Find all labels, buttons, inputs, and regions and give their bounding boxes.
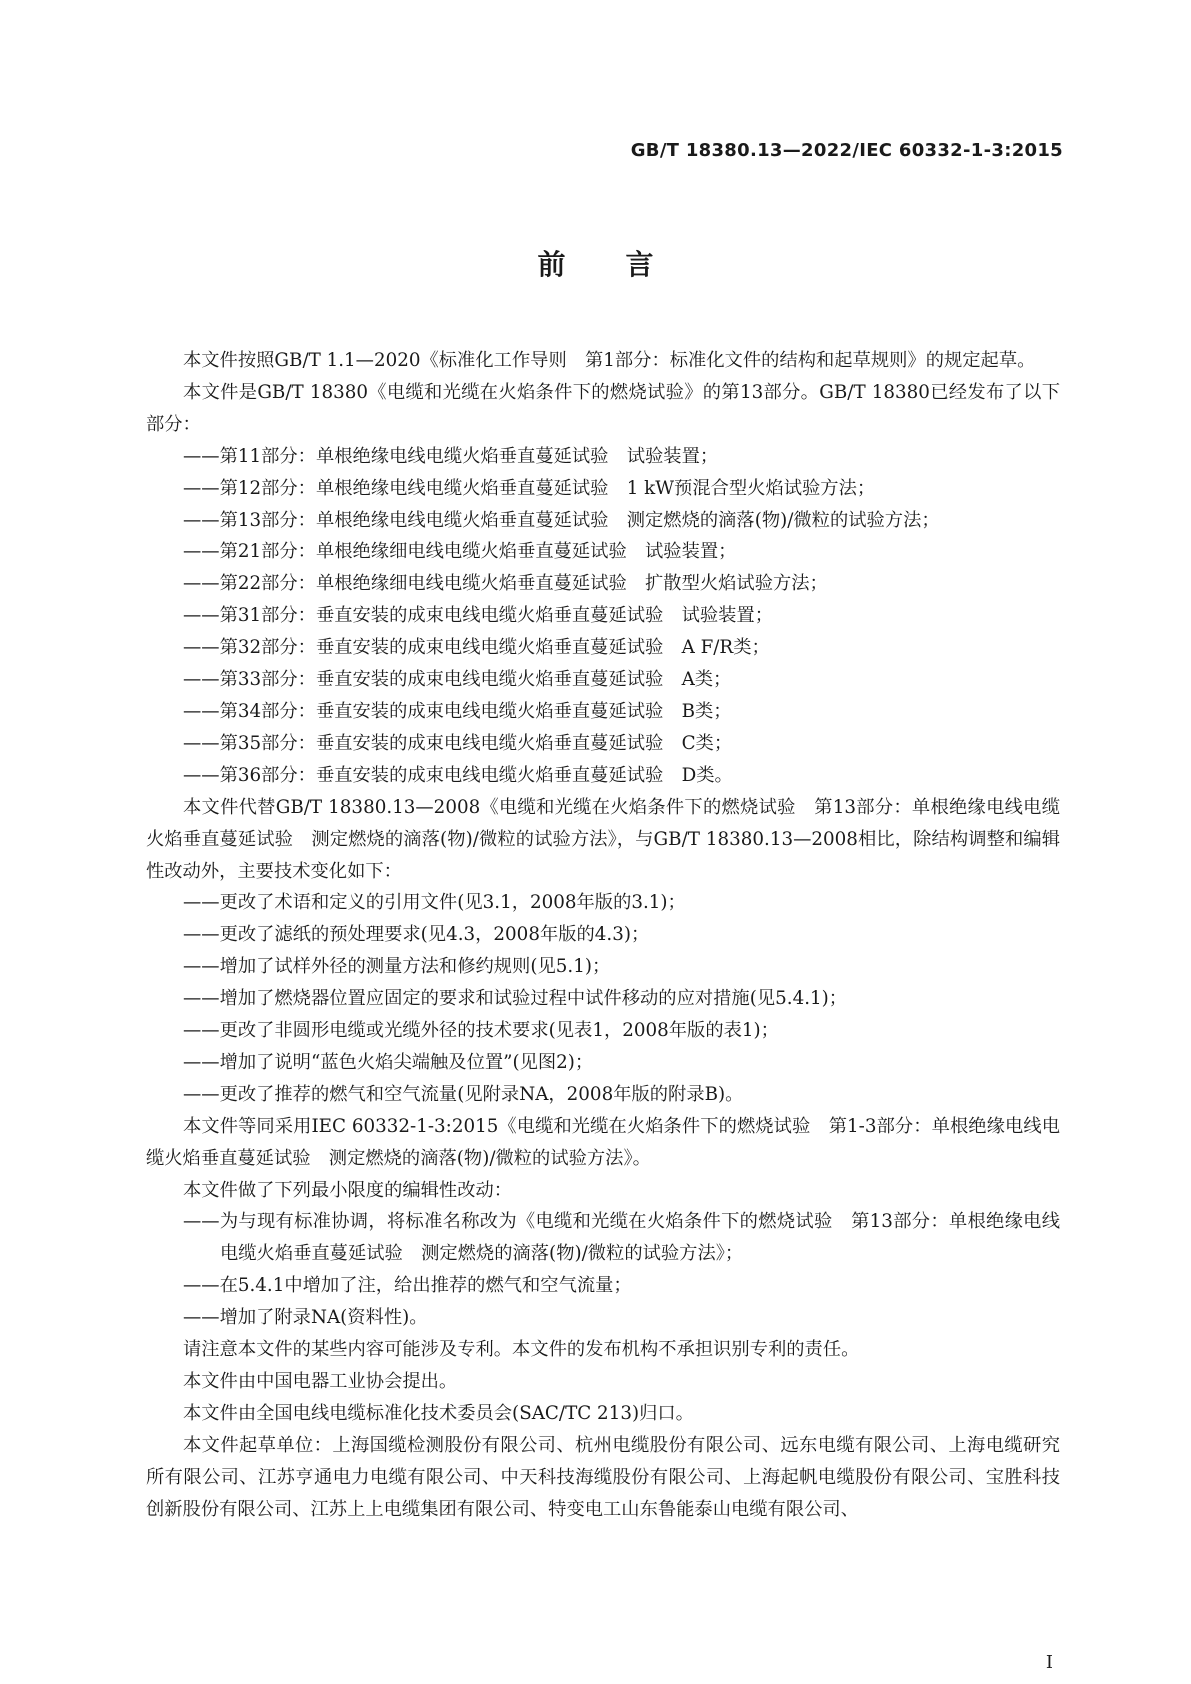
list-item-part: ——第11部分：单根绝缘电线电缆火焰垂直蔓延试验 试验装置； (183, 445, 719, 467)
standard-number-header: GB/T 18380.13—2022/IEC 60332-1-3:2015 (630, 140, 1063, 161)
list-item-edit: ——增加了附录NA(资料性)。 (183, 1307, 428, 1329)
list-item-part: ——第36部分：垂直安装的成束电线电缆火焰垂直蔓延试验 D类。 (183, 764, 733, 786)
list-item-edit: ——为与现有标准协调，将标准名称改为《电缆和光缆在火焰条件下的燃烧试验 第13部分：单根绝缘电线电缆火焰垂直蔓延试验 测定燃烧的滴落(物)/微粒的试验方法》； (183, 1211, 1060, 1265)
list-item-change: ——更改了非圆形电缆或光缆外径的技术要求(见表1，2008年版的表1)； (183, 1020, 779, 1042)
page-number: I (1045, 1652, 1053, 1673)
list-item-part: ——第21部分：单根绝缘细电线电缆火焰垂直蔓延试验 试验装置； (183, 541, 737, 563)
paragraph-patent-notice: 请注意本文件的某些内容可能涉及专利。本文件的发布机构不承担识别专利的责任。 (183, 1339, 860, 1361)
document-body (146, 345, 1060, 1526)
paragraph-drafting-basis: 本文件按照GB/T 1.1—2020《标准化工作导则 第1部分：标准化文件的结构和起草规则》的规定起草。 (183, 350, 1036, 371)
list-item-part: ——第22部分：单根绝缘细电线电缆火焰垂直蔓延试验 扩散型火焰试验方法； (183, 573, 828, 595)
paragraph-technical-committee: 本文件由全国电线电缆标准化技术委员会(SAC/TC 213)归口。 (183, 1402, 694, 1424)
list-item-part: ——第33部分：垂直安装的成束电线电缆火焰垂直蔓延试验 A类； (183, 669, 732, 691)
list-item-part: ——第13部分：单根绝缘电线电缆火焰垂直蔓延试验 测定燃烧的滴落(物)/微粒的试验方法； (183, 509, 940, 531)
list-item-part: ——第34部分：垂直安装的成束电线电缆火焰垂直蔓延试验 B类； (183, 700, 732, 722)
list-item-change: ——更改了推荐的燃气和空气流量(见附录NA，2008年版的附录B)。 (183, 1083, 744, 1105)
list-item-change: ——增加了试样外径的测量方法和修约规则(见5.1)； (183, 956, 611, 978)
paragraph-editorial-intro: 本文件做了下列最小限度的编辑性改动： (183, 1179, 513, 1201)
list-item-edit: ——在5.4.1中增加了注，给出推荐的燃气和空气流量； (183, 1275, 632, 1297)
list-item-part: ——第32部分：垂直安装的成束电线电缆火焰垂直蔓延试验 A F/R类； (183, 637, 770, 659)
paragraph-proposer: 本文件由中国电器工业协会提出。 (183, 1371, 458, 1392)
list-item-change: ——增加了燃烧器位置应固定的要求和试验过程中试件移动的应对措施(见5.4.1)； (183, 988, 848, 1010)
page-title: 前言 (537, 248, 714, 281)
list-item-part: ——第35部分：垂直安装的成束电线电缆火焰垂直蔓延试验 C类； (183, 732, 733, 754)
list-item-part: ——第31部分：垂直安装的成束电线电缆火焰垂直蔓延试验 试验装置； (183, 605, 773, 627)
paragraph-replacement: 本文件代替GB/T 18380.13—2008《电缆和光缆在火焰条件下的燃烧试验 第13部分：单根绝缘电线电缆火焰垂直蔓延试验 测定燃烧的滴落(物)/微粒的试验方法》，与GB/T 18380.13—2008相比，除结构调整和编辑性改动外，主要技术变化如下： (146, 796, 1060, 882)
list-item-part: ——第12部分：单根绝缘电线电缆火焰垂直蔓延试验 1 kW预混合型火焰试验方法； (183, 477, 876, 499)
list-item-change: ——更改了滤纸的预处理要求(见4.3，2008年版的4.3)； (183, 924, 650, 946)
paragraph-adoption: 本文件等同采用IEC 60332-1-3:2015《电缆和光缆在火焰条件下的燃烧试验 第1-3部分：单根绝缘电线电缆火焰垂直蔓延试验 测定燃烧的滴落(物)/微粒的试验方法》。 (146, 1115, 1060, 1169)
list-item-change: ——更改了术语和定义的引用文件(见3.1，2008年版的3.1)； (183, 892, 686, 914)
paragraph-drafting-units: 本文件起草单位：上海国缆检测股份有限公司、杭州电缆股份有限公司、远东电缆有限公司、上海电缆研究所有限公司、江苏亨通电力电缆有限公司、中天科技海缆股份有限公司、上海起帆电缆股份有限公司、宝胜科技创新股份有限公司、江苏上上电缆集团有限公司、特变电工山东鲁能泰山电缆有限公司、 (146, 1434, 1060, 1520)
paragraph-series-intro: 本文件是GB/T 18380《电缆和光缆在火焰条件下的燃烧试验》的第13部分。GB/T 18380已经发布了以下部分： (146, 381, 1060, 435)
list-item-change: ——增加了说明“蓝色火焰尖端触及位置”(见图2)； (183, 1051, 594, 1073)
